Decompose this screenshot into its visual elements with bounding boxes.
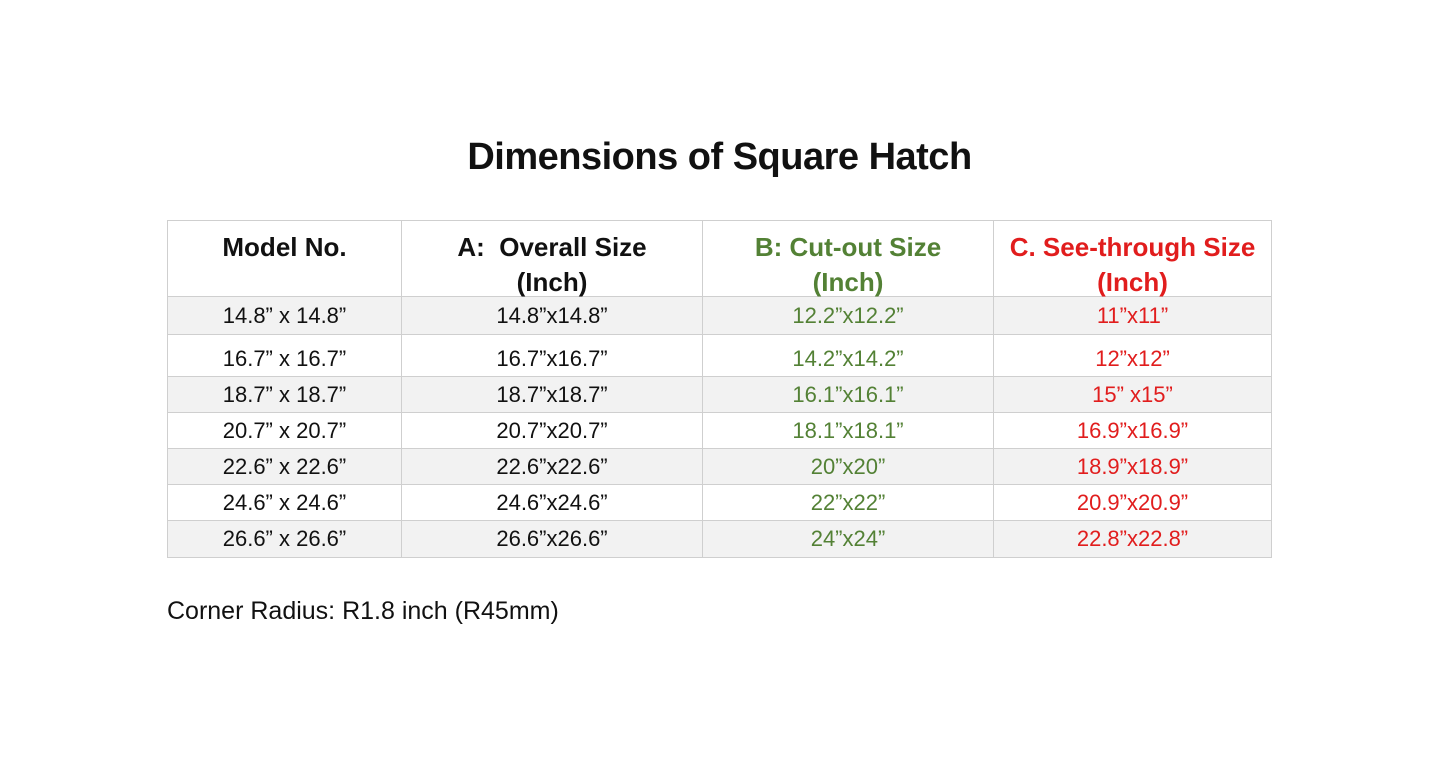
- header-cutout-line1: B: Cut-out Size: [754, 232, 942, 262]
- table-row: [168, 377, 1271, 413]
- table-row: [168, 485, 1271, 521]
- table-row: [168, 413, 1271, 449]
- dimensions-table: [167, 220, 1272, 558]
- header-model-line1: Model No.: [222, 232, 347, 262]
- header-cutout-size: [703, 221, 994, 297]
- seethrough-size-cell: 15” x15”: [994, 377, 1271, 413]
- header-seethrough-size: [994, 221, 1271, 297]
- header-model-no: [168, 221, 402, 297]
- seethrough-size-cell: 12”x12”: [994, 341, 1271, 377]
- seethrough-size-cell: 11”x11”: [994, 297, 1271, 335]
- cutout-size-cell: 22”x22”: [703, 485, 994, 521]
- model-no-cell: 26.6” x 26.6”: [168, 521, 402, 557]
- model-no-cell: 24.6” x 24.6”: [168, 485, 402, 521]
- model-no-cell: 14.8” x 14.8”: [168, 297, 402, 335]
- overall-size-cell: 26.6”x26.6”: [402, 521, 703, 557]
- overall-size-cell: 20.7”x20.7”: [402, 413, 703, 449]
- seethrough-size-cell: 18.9”x18.9”: [994, 449, 1271, 485]
- table-row: [168, 297, 1271, 335]
- header-overall-size: [402, 221, 703, 297]
- table-row: [168, 449, 1271, 485]
- cutout-size-cell: 24”x24”: [703, 521, 994, 557]
- seethrough-size-cell: 16.9”x16.9”: [994, 413, 1271, 449]
- table-row: [168, 521, 1271, 557]
- header-seethrough-line2: (Inch): [1097, 267, 1168, 298]
- cutout-size-cell: 18.1”x18.1”: [703, 413, 994, 449]
- model-no-cell: 20.7” x 20.7”: [168, 413, 402, 449]
- seethrough-size-cell: 22.8”x22.8”: [994, 521, 1271, 557]
- model-no-cell: 16.7” x 16.7”: [168, 341, 402, 377]
- header-overall-line1: A: Overall Size: [457, 232, 647, 262]
- header-overall-line2: (Inch): [516, 267, 588, 298]
- page-title: Dimensions of Square Hatch: [467, 136, 972, 178]
- model-no-cell: 22.6” x 22.6”: [168, 449, 402, 485]
- header-cutout-line2: (Inch): [812, 267, 884, 298]
- corner-radius-note: Corner Radius: R1.8 inch (R45mm): [167, 597, 559, 625]
- table-header-row: [168, 221, 1271, 297]
- model-no-cell: 18.7” x 18.7”: [168, 377, 402, 413]
- overall-size-cell: 24.6”x24.6”: [402, 485, 703, 521]
- cutout-size-cell: 14.2”x14.2”: [703, 341, 994, 377]
- header-seethrough-line1: C. See-through Size: [1009, 232, 1256, 262]
- seethrough-size-cell: 20.9”x20.9”: [994, 485, 1271, 521]
- cutout-size-cell: 16.1”x16.1”: [703, 377, 994, 413]
- overall-size-cell: 14.8”x14.8”: [402, 297, 703, 335]
- overall-size-cell: 18.7”x18.7”: [402, 377, 703, 413]
- overall-size-cell: 22.6”x22.6”: [402, 449, 703, 485]
- cutout-size-cell: 12.2”x12.2”: [703, 297, 994, 335]
- table-row: [168, 341, 1271, 377]
- overall-size-cell: 16.7”x16.7”: [402, 341, 703, 377]
- cutout-size-cell: 20”x20”: [703, 449, 994, 485]
